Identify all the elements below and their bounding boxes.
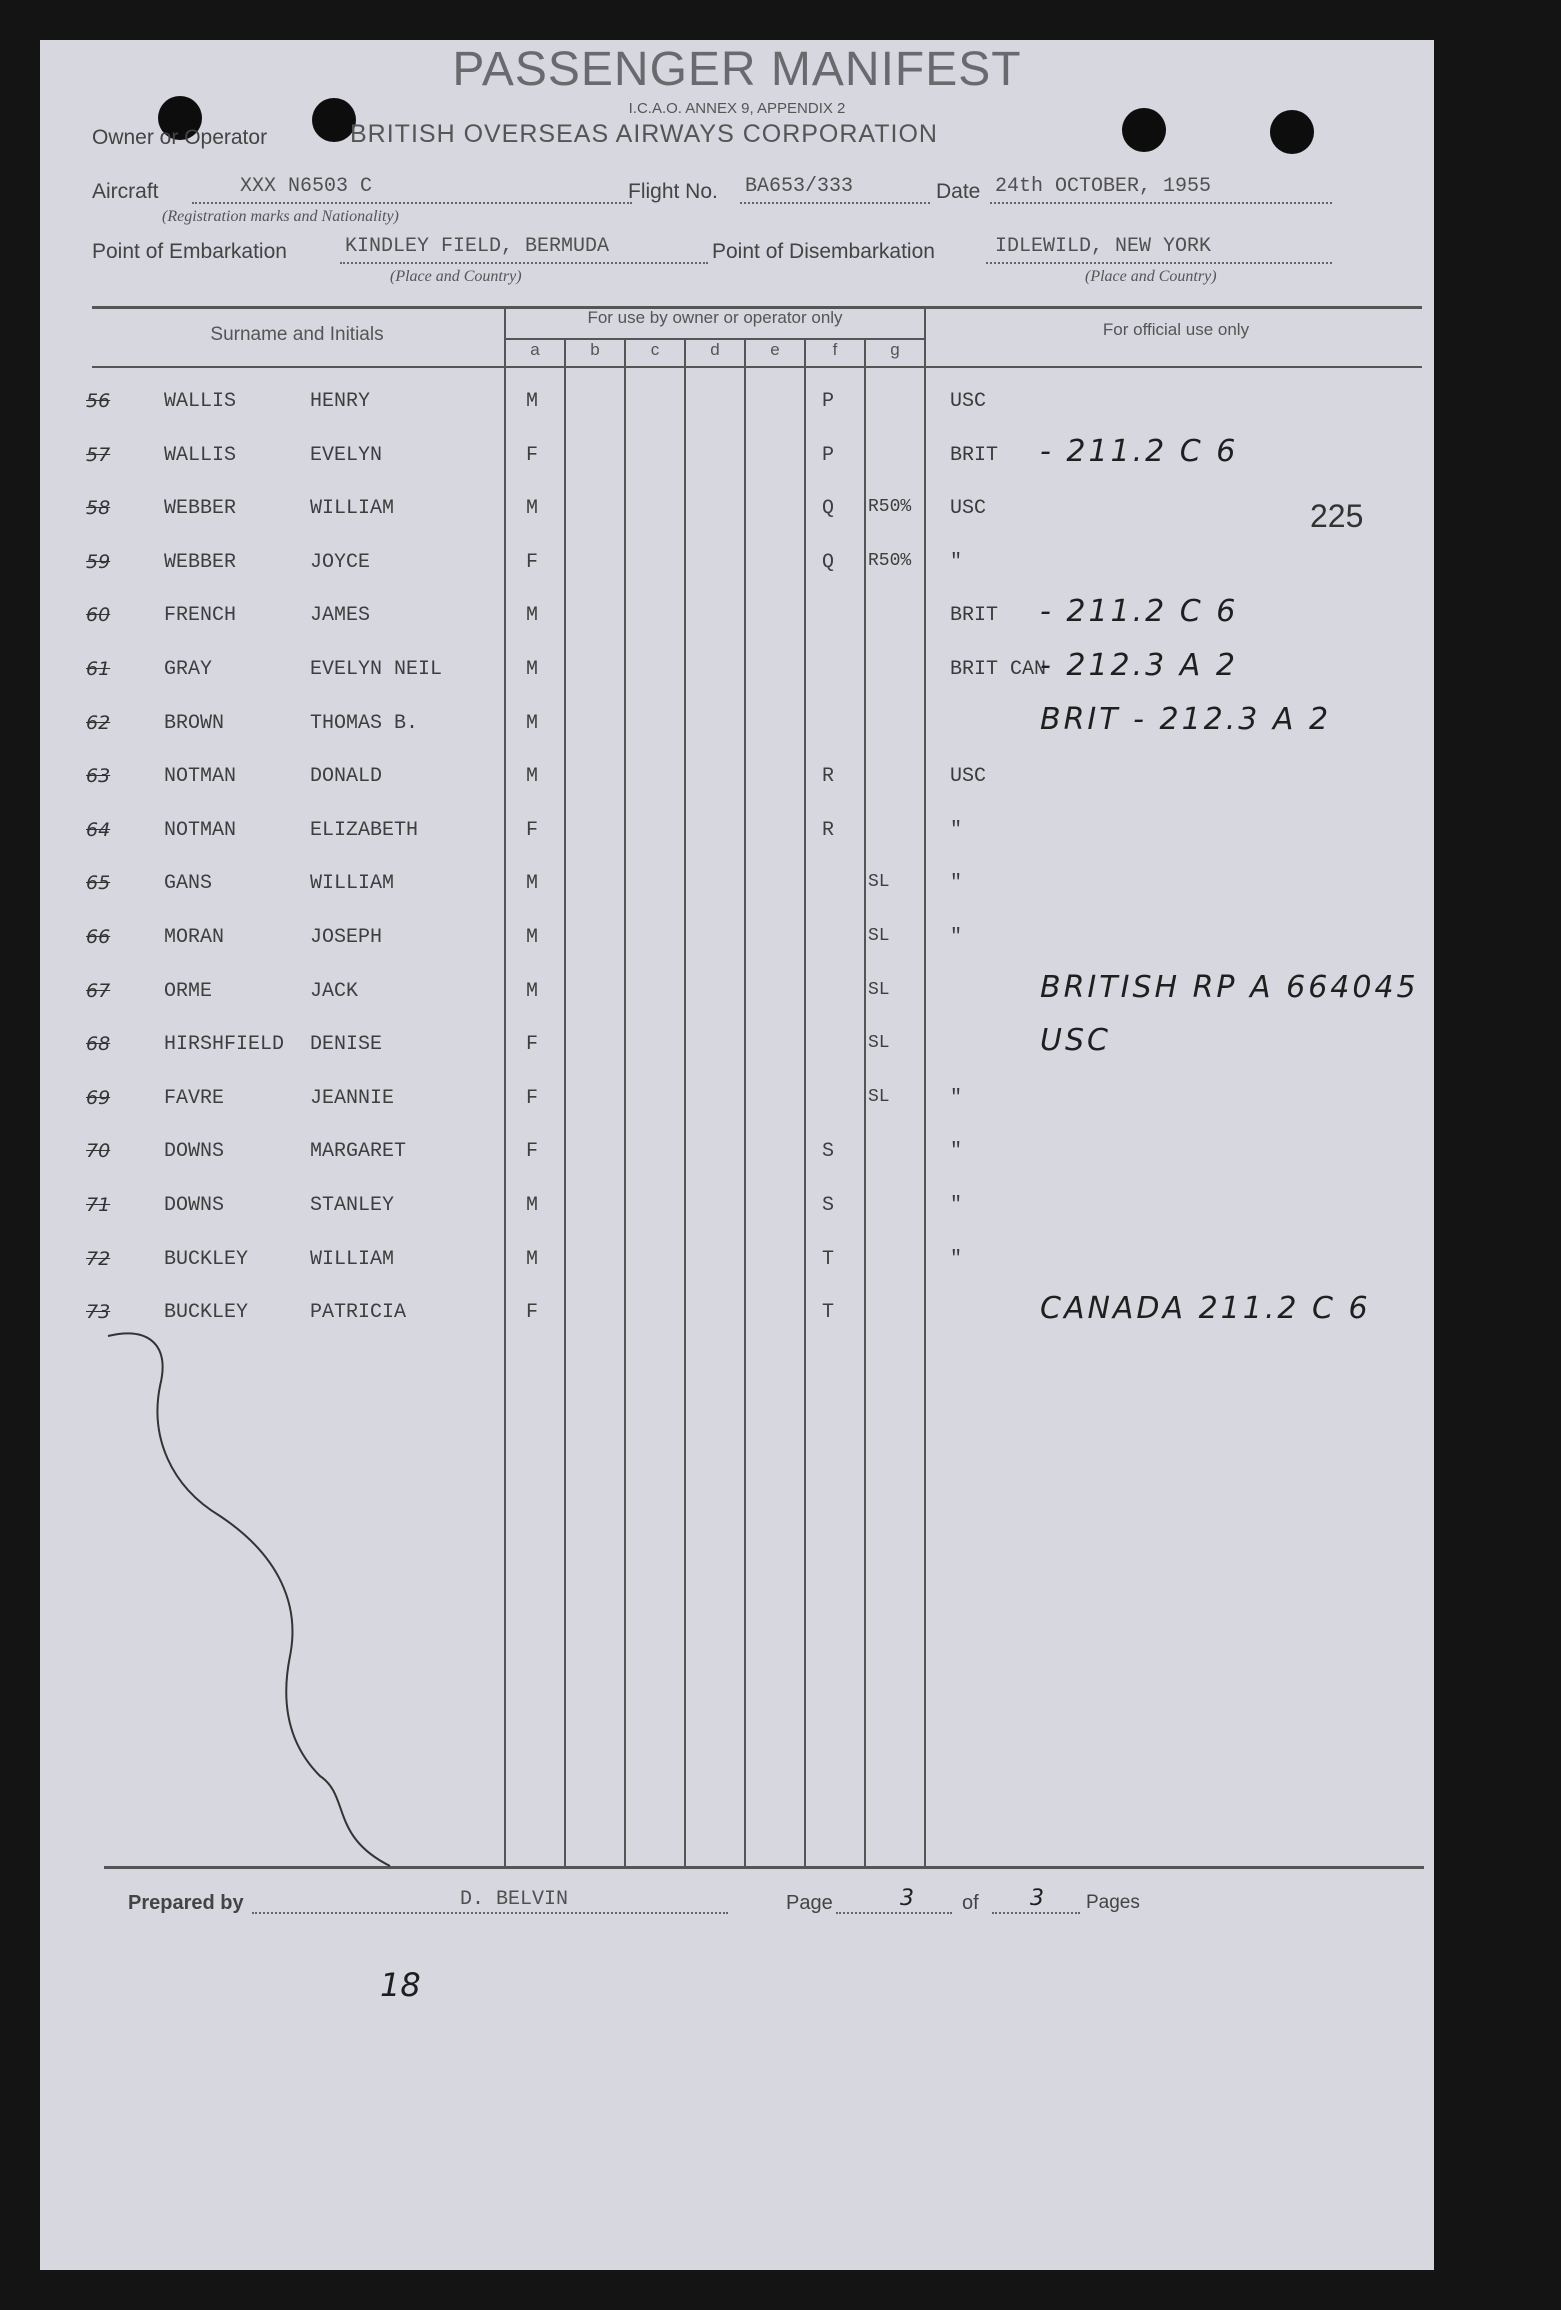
passenger-surname: WALLIS (164, 390, 237, 413)
passenger-surname: BUCKLEY (164, 1301, 249, 1324)
official-use-entry: " (950, 1087, 963, 1110)
column-f-code: R (822, 765, 835, 788)
passenger-number: 69 (86, 1087, 111, 1109)
column-g-header: g (890, 340, 900, 359)
header-owner-use: For use by owner or operator only (587, 308, 843, 327)
cancel-squiggle (90, 1326, 530, 1886)
header-surname: Surname and Initials (210, 324, 384, 345)
disembarkation-note: (Place and Country) (1085, 268, 1217, 285)
passenger-surname: GRAY (164, 658, 213, 681)
passenger-number: 70 (86, 1140, 111, 1162)
passenger-surname: FRENCH (164, 604, 237, 627)
column-a-sex: M (526, 926, 539, 949)
passenger-surname: FAVRE (164, 1087, 225, 1110)
aircraft-value: XXX N6503 C (240, 175, 373, 198)
passenger-surname: MORAN (164, 926, 225, 949)
passenger-surname: DOWNS (164, 1194, 225, 1217)
passenger-number: 56 (86, 390, 111, 412)
column-b-header: b (590, 340, 600, 359)
column-g-code: SL (868, 1033, 890, 1053)
column-a-sex: F (526, 1301, 539, 1324)
column-a-sex: M (526, 980, 539, 1003)
official-use-handwritten: - 211.2 C 6 (1040, 434, 1239, 469)
column-a-sex: M (526, 1248, 539, 1271)
passenger-number: 61 (86, 658, 111, 680)
passenger-number: 65 (86, 872, 111, 894)
prepared-by-value: D. BELVIN (460, 1888, 569, 1911)
passenger-surname: NOTMAN (164, 819, 237, 842)
column-a-sex: M (526, 872, 539, 895)
handwritten-count: 18 (380, 1966, 421, 2004)
passenger-number: 68 (86, 1033, 111, 1055)
column-a-header: a (530, 340, 540, 359)
official-use-entry: USC (950, 390, 987, 413)
owner-label: Owner or Operator (92, 126, 268, 149)
passenger-given-name: WILLIAM (310, 497, 395, 520)
embarkation-note: (Place and Country) (390, 268, 522, 285)
header-official-use: For official use only (1102, 320, 1250, 339)
column-g-code: SL (868, 980, 890, 1000)
column-f-header: f (832, 340, 838, 359)
official-use-entry: " (950, 872, 963, 895)
passenger-number: 62 (86, 712, 111, 734)
passenger-given-name: STANLEY (310, 1194, 395, 1217)
column-a-sex: F (526, 1140, 539, 1163)
page-total: 3 (1030, 1886, 1044, 1911)
official-use-handwritten: - 212.3 A 2 (1040, 648, 1238, 683)
column-f-code: Q (822, 497, 835, 520)
passenger-given-name: MARGARET (310, 1140, 407, 1163)
column-e-header: e (770, 340, 780, 359)
column-a-sex: M (526, 658, 539, 681)
official-use-entry: " (950, 1248, 963, 1271)
passenger-number: 72 (86, 1248, 111, 1270)
passenger-number: 60 (86, 604, 111, 626)
official-use-handwritten: BRIT - 212.3 A 2 (1040, 702, 1332, 737)
column-a-sex: M (526, 604, 539, 627)
official-use-entry: BRIT (950, 444, 999, 467)
aircraft-note: (Registration marks and Nationality) (162, 208, 399, 225)
owner-value: BRITISH OVERSEAS AIRWAYS CORPORATION (350, 120, 938, 148)
aircraft-label: Aircraft (92, 180, 159, 203)
passenger-number: 66 (86, 926, 111, 948)
prepared-by-label: Prepared by (128, 1892, 244, 1914)
column-g-code: R50% (868, 551, 912, 571)
passenger-number: 59 (86, 551, 111, 573)
column-g-code: SL (868, 872, 890, 892)
passenger-number: 64 (86, 819, 111, 841)
passenger-given-name: ELIZABETH (310, 819, 419, 842)
passenger-number: 71 (86, 1194, 111, 1216)
passenger-given-name: EVELYN NEIL (310, 658, 443, 681)
passenger-given-name: PATRICIA (310, 1301, 407, 1324)
passenger-given-name: WILLIAM (310, 872, 395, 895)
column-c-header: c (650, 340, 660, 359)
official-use-entry: BRIT CAN (950, 658, 1047, 681)
column-a-sex: M (526, 765, 539, 788)
embarkation-value: KINDLEY FIELD, BERMUDA (345, 235, 610, 258)
passenger-given-name: JEANNIE (310, 1087, 395, 1110)
column-f-code: T (822, 1248, 835, 1271)
passenger-surname: BROWN (164, 712, 225, 735)
flight-value: BA653/333 (745, 175, 854, 198)
embarkation-label: Point of Embarkation (92, 240, 287, 263)
passenger-given-name: JOYCE (310, 551, 371, 574)
disembarkation-value: IDLEWILD, NEW YORK (995, 235, 1212, 258)
column-a-sex: M (526, 1194, 539, 1217)
passenger-given-name: JACK (310, 980, 359, 1003)
passenger-surname: GANS (164, 872, 213, 895)
flight-label: Flight No. (628, 180, 718, 203)
column-a-sex: F (526, 1033, 539, 1056)
column-f-code: P (822, 390, 835, 413)
date-value: 24th OCTOBER, 1955 (995, 175, 1212, 198)
passenger-surname: BUCKLEY (164, 1248, 249, 1271)
official-use-entry: " (950, 819, 963, 842)
page-number: 3 (900, 1886, 914, 1911)
column-f-code: P (822, 444, 835, 467)
official-use-entry: " (950, 551, 963, 574)
column-a-sex: M (526, 712, 539, 735)
page-subtitle: I.C.A.O. ANNEX 9, APPENDIX 2 (628, 100, 846, 117)
official-use-handwritten: - 211.2 C 6 (1040, 594, 1239, 629)
passenger-given-name: DENISE (310, 1033, 383, 1056)
column-f-code: S (822, 1140, 835, 1163)
page-suffix: Pages (1086, 1892, 1140, 1913)
page-of-label: of (962, 1892, 979, 1914)
passenger-number: 67 (86, 980, 111, 1002)
column-f-code: R (822, 819, 835, 842)
passenger-surname: ORME (164, 980, 213, 1003)
column-d-header: d (710, 340, 720, 359)
passenger-given-name: WILLIAM (310, 1248, 395, 1271)
passenger-surname: DOWNS (164, 1140, 225, 1163)
passenger-given-name: DONALD (310, 765, 383, 788)
official-use-entry: USC (950, 765, 987, 788)
page-title: PASSENGER MANIFEST (452, 43, 1022, 96)
passenger-surname: NOTMAN (164, 765, 237, 788)
official-use-entry: " (950, 1194, 963, 1217)
column-a-sex: F (526, 551, 539, 574)
column-f-code: Q (822, 551, 835, 574)
column-g-code: SL (868, 926, 890, 946)
passenger-given-name: THOMAS B. (310, 712, 419, 735)
passenger-surname: WEBBER (164, 497, 237, 520)
date-label: Date (936, 180, 981, 203)
passenger-given-name: JAMES (310, 604, 371, 627)
official-use-entry: USC (950, 497, 987, 520)
passenger-surname: WALLIS (164, 444, 237, 467)
passenger-number: 58 (86, 497, 111, 519)
passenger-surname: WEBBER (164, 551, 237, 574)
column-f-code: T (822, 1301, 835, 1324)
column-g-code: R50% (868, 497, 912, 517)
passenger-number: 63 (86, 765, 111, 787)
passenger-number: 73 (86, 1301, 111, 1323)
official-use-entry: " (950, 926, 963, 949)
passenger-given-name: JOSEPH (310, 926, 383, 949)
manifest-sheet (40, 40, 1434, 2270)
column-a-sex: M (526, 497, 539, 520)
column-a-sex: F (526, 1087, 539, 1110)
passenger-surname: HIRSHFIELD (164, 1033, 285, 1056)
official-use-entry: " (950, 1140, 963, 1163)
page-label: Page (786, 1892, 833, 1914)
passenger-given-name: HENRY (310, 390, 371, 413)
column-a-sex: M (526, 390, 539, 413)
official-use-entry: BRIT (950, 604, 999, 627)
passenger-number: 57 (86, 444, 111, 466)
column-f-code: S (822, 1194, 835, 1217)
side-number: 225 (1310, 498, 1364, 534)
disembarkation-label: Point of Disembarkation (712, 240, 935, 263)
column-a-sex: F (526, 819, 539, 842)
official-use-handwritten: BRITISH RP A 664045 (1040, 970, 1419, 1005)
column-a-sex: F (526, 444, 539, 467)
passenger-given-name: EVELYN (310, 444, 383, 467)
official-use-handwritten: USC (1040, 1023, 1111, 1058)
column-g-code: SL (868, 1087, 890, 1107)
official-use-handwritten: CANADA 211.2 C 6 (1040, 1291, 1371, 1326)
